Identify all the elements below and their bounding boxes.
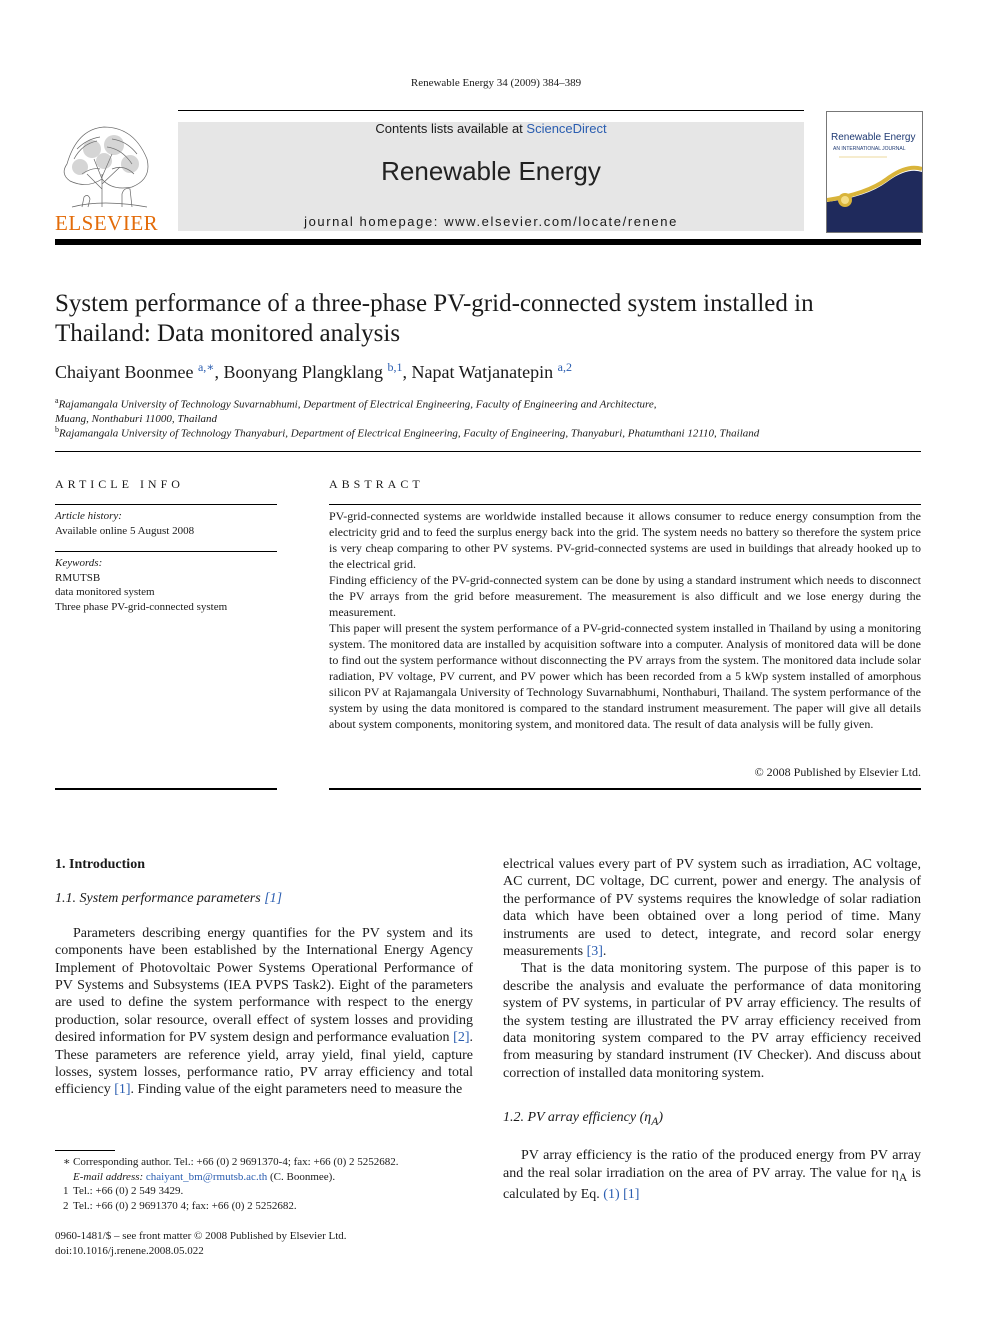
body-paragraph: Parameters describing energy quantifies for the PV system and its components have been established by the International Energy Agency Implement of Photovoltaic Power Systems Operational Performance of PV Systems and Subsystems (IEA PVPS Task2). Eight of the parameters are used to define the system performance with respect to the energy production, solar resource, overall effect of system losses and providing desired information for PV system design and performance evaluation [2]. These parameters are reference yield, array yield, final yield, capture losses, system losses, performance ratio, PV array efficiency and total efficiency [1]. Finding value of the eight parameters need to measure the — [55, 925, 473, 1098]
body-right-column — [503, 856, 921, 1204]
keyword[interactable]: RMUTSB — [55, 571, 101, 584]
keyword[interactable]: Three phase PV-grid-connected system — [55, 600, 228, 613]
abstract-copyright: © 2008 Published by Elsevier Ltd. — [754, 765, 921, 779]
footnote-1: 1 Tel.: +66 (0) 2 549 3429. — [63, 1185, 184, 1197]
divider — [55, 788, 277, 790]
affiliation-b: $^b$Rajamangala University of Technology Thanyaburi, Department of Electrical Engineering, Faculty of Engineering, Thanyaburi, Phatumthani 12110, Thailand — [55, 425, 760, 440]
author-affiliation-mark[interactable]: a,2 — [557, 360, 572, 374]
doi-line[interactable]: doi:10.1016/j.renene.2008.05.022 — [55, 1244, 204, 1257]
abstract-body — [329, 508, 921, 732]
abstract-paragraph: Finding efficiency of the PV-grid-connected system can be done by using a standard instrument which needs to disconnect the PV arrays from the grid before measurement. The measurement is also difficult and we lose energy during the measurement. — [329, 573, 921, 619]
email-link[interactable]: chaiyant_bm@rmutsb.ac.th — [145, 1170, 268, 1183]
keywords-label: Keywords: — [55, 557, 103, 569]
divider — [329, 504, 921, 505]
history-value: Available online 5 August 2008 — [55, 524, 195, 537]
keywords-block — [55, 556, 277, 614]
abstract-heading: ABSTRACT — [329, 477, 424, 491]
author-name[interactable]: Napat Watjanatepin — [411, 362, 554, 382]
footnote-email: E-mail address: chaiyant_bm@rmutsb.ac.th (C. Boonmee). — [73, 1170, 336, 1183]
body-left-column — [55, 856, 473, 1099]
cover-title: Renewable Energy — [831, 132, 916, 143]
abstract-paragraph: This paper will present the system performance of a PV-grid-connected system installed in Thailand by using a monitoring system. The monitored data are installed by acquisition software into a computer. Analysis of monitored data will be done to find out the system performance without disconnecting the PV arrays from the system. The monitored data include solar radiation, PV voltage, PV current, and PV power which has been recorded from a 5 kWp system installed of amorphous silicon PV at Rajamangala University of Technology Suvarnabhumi, Nonthaburi, Thailand. The system performance of the system by using the data monitored is compared to the standard instrument measurement. The paper will give all details about system components, monitoring system, and monitored data. The result of data analysis will be fully given. — [329, 621, 921, 731]
divider — [55, 504, 277, 505]
journal-homepage[interactable]: journal homepage: www.elsevier.com/locate/renene — [304, 214, 678, 229]
body-paragraph: electrical values every part of PV system such as irradiation, AC voltage, AC current, DC voltage, DC current, power and energy. The analysis of the performance of PV systems requires the knowledge of solar radiation data which have been obtained over a long period of time. Many instruments are used to detect, integrate, and record solar energy measurements [3]. — [503, 857, 921, 960]
body-paragraph: That is the data monitoring system. The purpose of this paper is to describe the analysis and evaluate the performance of data monitoring system of PV systems, in particular of PV array efficiency. The results of the system testing are illustrated the PV array efficiency received from data monitoring system compared to the PV array efficiency received from measuring by standard instrument (IV Checker). And discuss about correction of installed data monitoring system. — [503, 961, 921, 1081]
article-title: System performance of a three-phase PV-grid-connected system installed in Thailand: Data monitored analysis — [55, 290, 814, 347]
header-bottom-rule — [55, 239, 921, 245]
elsevier-wordmark[interactable]: ELSEVIER — [55, 211, 159, 235]
divider — [329, 788, 921, 790]
section-heading-introduction: 1. Introduction — [55, 857, 145, 872]
issn-line: 0960-1481/$ – see front matter © 2008 Published by Elsevier Ltd. — [55, 1230, 347, 1242]
journal-cover-thumbnail[interactable] — [826, 111, 923, 233]
author-name[interactable]: Boonyang Plangklang — [223, 362, 383, 382]
reference-link[interactable]: [3] — [586, 944, 603, 960]
journal-title: Renewable Energy — [381, 156, 601, 186]
subsection-heading-1-2: 1.2. PV array efficiency $(\eta_A)$ — [503, 1110, 663, 1129]
article-info-heading: ARTICLE INFO — [55, 477, 184, 491]
body-paragraph: PV array efficiency is the ratio of the produced energy from PV array and the real solar irradiation on the area of PV array. The value for $\eta_A$ is calculated by Eq. (1) [1] — [503, 1148, 921, 1203]
journal-reference: Renewable Energy 34 (2009) 384–389 — [410, 77, 582, 89]
contents-availability — [178, 121, 804, 136]
author-affiliation-mark[interactable]: a,∗ — [197, 360, 215, 374]
cover-subtitle: AN INTERNATIONAL JOURNAL — [833, 146, 906, 152]
equation-link[interactable]: (1) — [603, 1187, 620, 1203]
history-label: Article history: — [55, 510, 122, 522]
header-top-rule — [178, 110, 804, 111]
footnote-corresponding: ∗ Corresponding author. Tel.: +66 (0) 2 9691370-4; fax: +66 (0) 2 5252682. — [63, 1156, 399, 1168]
affiliation-a: $^a$Rajamangala University of Technology Suvarnabhumi, Department of Electrical Engineering, Faculty of Engineering and Architecture, Muang, Nonthaburi 11000, Thailand — [55, 396, 657, 425]
divider — [55, 551, 277, 552]
reference-link[interactable]: [2] — [453, 1030, 470, 1046]
author-affiliation-mark[interactable]: b,1 — [387, 360, 403, 374]
footnotes — [55, 1155, 473, 1213]
bibliographic-meta — [55, 1229, 347, 1258]
footnote-divider — [55, 1150, 115, 1151]
contents-prefix: Contents lists available at — [375, 121, 527, 136]
cover-art — [827, 112, 922, 232]
subsection-heading-1-1: 1.1. System performance parameters [1] — [55, 891, 283, 907]
reference-link[interactable]: [1] — [264, 891, 283, 907]
footnote-2: 2 Tel.: +66 (0) 2 9691370 4; fax: +66 (0) 2 5252682. — [63, 1199, 297, 1212]
author-name[interactable]: Chaiyant Boonmee — [55, 362, 194, 382]
keyword[interactable]: data monitored system — [55, 586, 155, 598]
abstract-paragraph: PV-grid-connected systems are worldwide installed because it allows consumer to reduce energy consumption from the electricity grid and to feed the surplus energy back into the grid. The system needs no battery so therefore the system price is very cheap comparing to other PV systems. PV-grid-connected systems are used in buildings that already hooked up to the electrical grid. — [329, 509, 921, 571]
divider — [55, 451, 921, 452]
sciencedirect-link[interactable]: ScienceDirect — [526, 121, 607, 136]
reference-link[interactable]: [1] — [623, 1187, 640, 1203]
author-list: Chaiyant Boonmee $^{a,∗}$, Boonyang Plangklang $^{b,1}$, Napat Watjanatepin $^{a,2}$ — [55, 360, 572, 382]
article-history — [55, 509, 277, 538]
reference-link[interactable]: [1] — [114, 1082, 131, 1098]
